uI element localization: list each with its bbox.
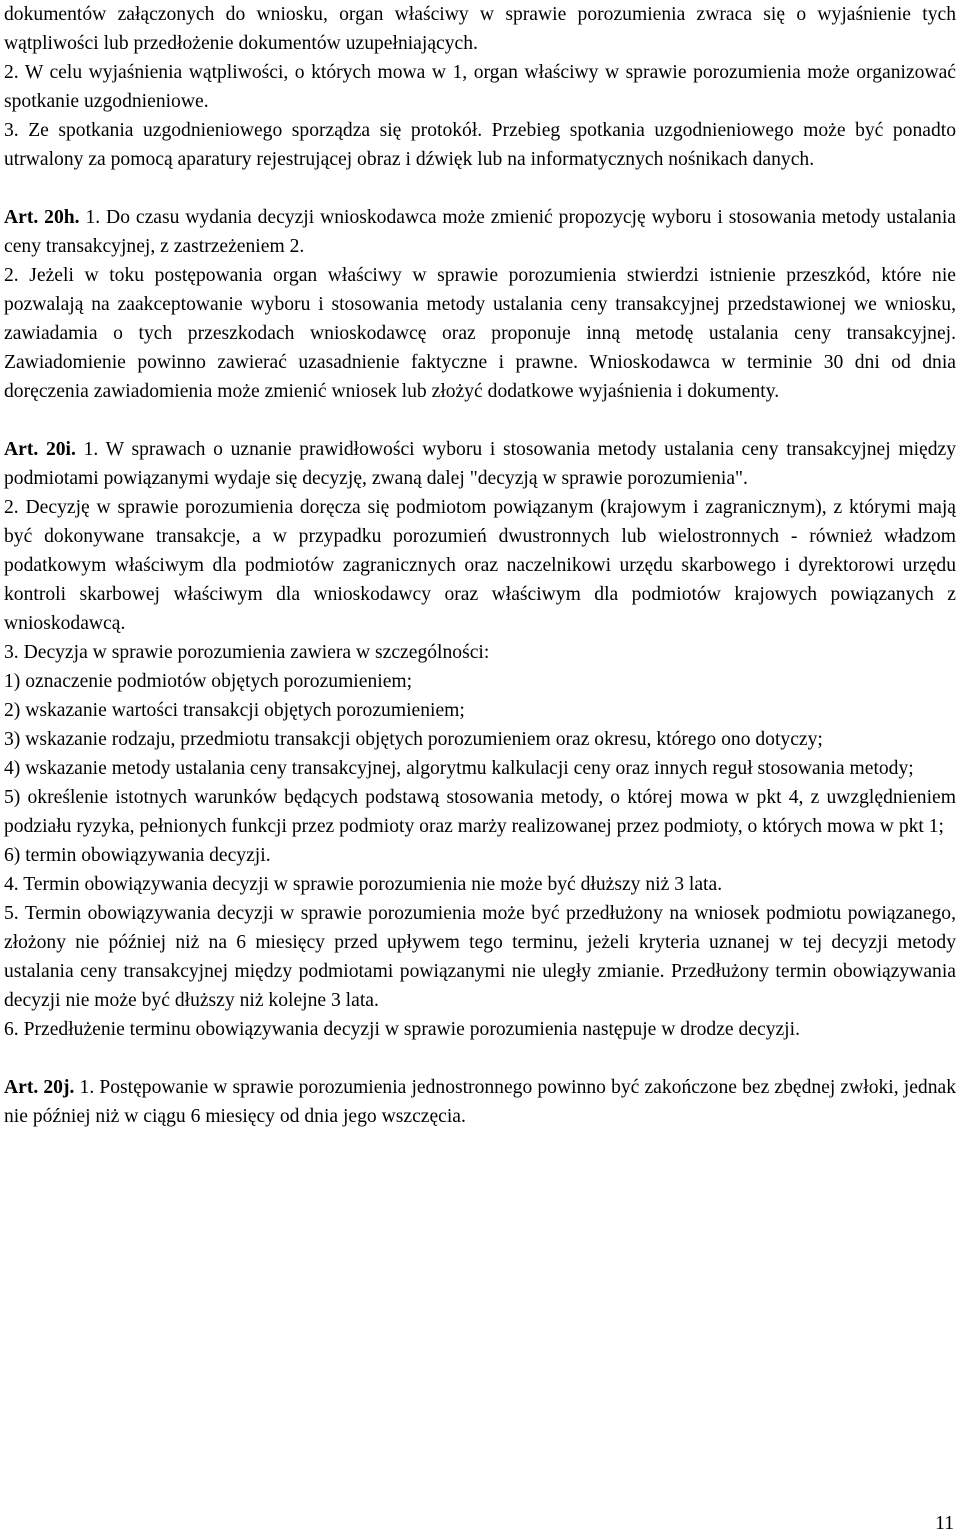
paragraph	[4, 261, 956, 406]
paragraph	[4, 783, 956, 841]
paragraph-text: 2. Jeżeli w toku postępowania organ właściwy w sprawie porozumienia stwierdzi istnienie przeszkód, które nie pozwalają na zaakceptowanie wyboru i stosowania metody ustalania ceny transakcyjnej przedstawionej we wniosku, zawiadamia o tych przeszkodach wnioskodawcę oraz proponuje inną metodę ustalania ceny transakcyjnej. Zawiadomienie powinno zawierać uzasadnienie faktyczne i prawne. Wnioskodawca w terminie 30 dni od dnia doręczenia zawiadomienia może zmienić wniosek lub złożyć dodatkowe wyjaśnienia i dokumenty.	[4, 265, 956, 402]
document-page	[4, 0, 956, 1131]
article-paragraph	[4, 203, 956, 261]
paragraph	[4, 116, 956, 174]
paragraph	[4, 0, 956, 58]
paragraph-text: dokumentów załączonych do wniosku, organ właściwy w sprawie porozumienia zwraca się o wyjaśnienie tych wątpliwości lub przedłożenie dokumentów uzupełniających.	[4, 4, 956, 54]
paragraph-text: 1) oznaczenie podmiotów objętych porozumieniem;	[4, 671, 413, 692]
paragraph-text: 3) wskazanie rodzaju, przedmiotu transakcji objętych porozumieniem oraz okresu, którego ono dotyczy;	[4, 729, 823, 750]
paragraph	[4, 1015, 956, 1044]
paragraph	[4, 899, 956, 1015]
paragraph-text: 5) określenie istotnych warunków będących podstawą stosowania metody, o której mowa w pkt 4, z uwzględnieniem podziału ryzyka, pełnionych funkcji przez podmioty oraz marży realizowanej przez podmioty, o których mowa w pkt 1;	[4, 787, 956, 837]
paragraph-text: 2) wskazanie wartości transakcji objętych porozumieniem;	[4, 700, 465, 721]
paragraph-text: 2. W celu wyjaśnienia wątpliwości, o których mowa w 1, organ właściwy w sprawie porozumienia może organizować spotkanie uzgodnieniowe.	[4, 62, 956, 112]
paragraph-text: 6. Przedłużenie terminu obowiązywania decyzji w sprawie porozumienia następuje w drodze decyzji.	[4, 1019, 800, 1040]
paragraph-gap	[4, 174, 956, 203]
article-number: Art. 20j.	[4, 1077, 75, 1098]
article-paragraph	[4, 1073, 956, 1131]
paragraph-text: 4) wskazanie metody ustalania ceny transakcyjnej, algorytmu kalkulacji ceny oraz innych reguł stosowania metody;	[4, 758, 914, 779]
paragraph-text: 1. Postępowanie w sprawie porozumienia jednostronnego powinno być zakończone bez zbędnej zwłoki, jednak nie później niż w ciągu 6 miesięcy od dnia jego wszczęcia.	[4, 1077, 956, 1127]
paragraph-text: 2. Decyzję w sprawie porozumienia doręcza się podmiotom powiązanym (krajowym i zagranicznym), z którymi mają być dokonywane transakcje, a w przypadku porozumień dwustronnych lub wielostronnych - również władzom podatkowym właściwym dla podmiotów zagranicznych oraz naczelnikowi urzędu skarbowego i dyrektorowi urzędu kontroli skarbowej właściwym dla wnioskodawcy oraz właściwym dla podmiotów krajowych powiązanych z wnioskodawcą.	[4, 497, 956, 634]
paragraph	[4, 696, 956, 725]
paragraph	[4, 638, 956, 667]
paragraph	[4, 841, 956, 870]
paragraph	[4, 667, 956, 696]
paragraph-text: 3. Ze spotkania uzgodnieniowego sporządza się protokół. Przebieg spotkania uzgodnieniowego może być ponadto utrwalony za pomocą aparatury rejestrującej obraz i dźwięk lub na informatycznych nośnikach danych.	[4, 120, 956, 170]
paragraph-text: 1. W sprawach o uznanie prawidłowości wyboru i stosowania metody ustalania ceny transakcyjnej między podmiotami powiązanymi wydaje się decyzję, zwaną dalej "decyzją w sprawie porozumienia".	[4, 439, 957, 489]
paragraph-gap	[4, 406, 956, 435]
article-paragraph	[4, 435, 956, 493]
paragraph-gap	[4, 1044, 956, 1073]
page-number: 11	[935, 1513, 954, 1534]
paragraph-text: 1. Do czasu wydania decyzji wnioskodawca może zmienić propozycję wyboru i stosowania metody ustalania ceny transakcyjnej, z zastrzeżeniem 2.	[4, 207, 956, 257]
paragraph-text: 5. Termin obowiązywania decyzji w sprawie porozumienia może być przedłużony na wniosek podmiotu powiązanego, złożony nie później niż na 6 miesięcy przed upływem tego terminu, jeżeli kryteria uznanej w tej decyzji metody ustalania ceny transakcyjnej między podmiotami powiązanymi nie uległy zmianie. Przedłużony termin obowiązywania decyzji nie może być dłuższy niż kolejne 3 lata.	[4, 903, 956, 1011]
article-number: Art. 20h.	[4, 207, 80, 228]
paragraph	[4, 725, 956, 754]
paragraph-text: 6) termin obowiązywania decyzji.	[4, 845, 271, 866]
paragraph-text: 3. Decyzja w sprawie porozumienia zawiera w szczególności:	[4, 642, 490, 663]
paragraph	[4, 493, 956, 638]
paragraph	[4, 58, 956, 116]
paragraph	[4, 870, 956, 899]
paragraph	[4, 754, 956, 783]
article-number: Art. 20i.	[4, 439, 76, 460]
paragraph-text: 4. Termin obowiązywania decyzji w sprawie porozumienia nie może być dłuższy niż 3 lata.	[4, 874, 723, 895]
